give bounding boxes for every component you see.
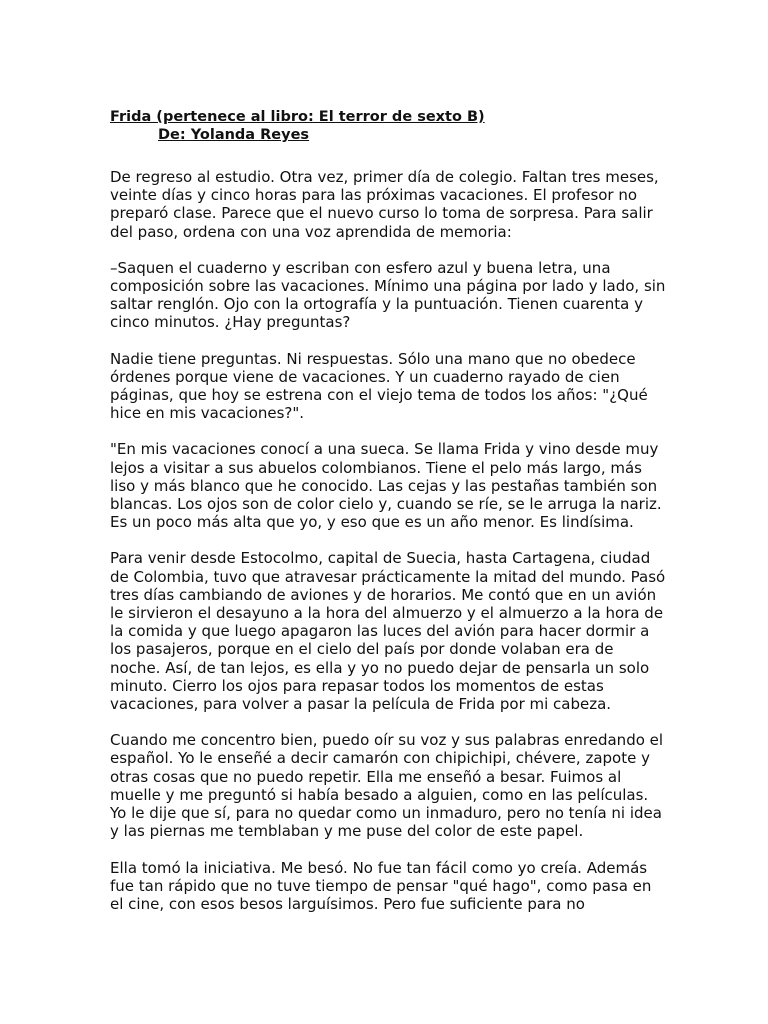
paragraph: De regreso al estudio. Otra vez, primer día de colegio. Faltan tres meses, veinte días y cinco horas para las próximas vacaciones. El profesor no preparó clase. Parece que el nuevo curso lo toma de sorpresa. Para salir del paso, ordena con una voz aprendida de memoria: — [110, 168, 659, 241]
paragraph: –Saquen el cuaderno y escriban con esfero azul y buena letra, una composición sobre las vacaciones. Mínimo una página por lado y lado, sin saltar renglón. Ojo con la ortografía y la puntuación. Tienen cuarenta y cinco minutos. ¿Hay preguntas? — [110, 258, 666, 332]
paragraph: Ella tomó la iniciativa. Me besó. No fue tan fácil como yo creía. Además fue tan rápido que no tuve tiempo de pensar "qué hago", como pasa en el cine, con esos besos larguísimos. Pero fue suficiente para no — [110, 858, 652, 913]
document-title-block — [110, 108, 668, 144]
document-title: Frida (pertenece al libro: El terror de sexto B) — [110, 109, 485, 125]
paragraph: "En mis vacaciones conocí a una sueca. Se llama Frida y vino desde muy lejos a visitar a sus abuelos colombianos. Tiene el pelo más largo, más liso y más blanco que he conocido. Las cejas y las pestañas también son blancas. Los ojos son de color cielo y, cuando se ríe, se le arruga la nariz. Es un poco más alta que yo, y eso que es un año menor. Es lindísima. — [110, 440, 662, 532]
paragraph: Para venir desde Estocolmo, capital de Suecia, hasta Cartagena, ciudad de Colombia, tuvo que atravesar prácticamente la mitad del mundo. Pasó tres días cambiando de aviones y de horarios. Me contó que en un avión le sirvieron el desayuno a la hora del almuerzo y el almuerzo a la hora de la comida y que luego apagaron las luces del avión para hacer dormir a los pasajeros, porque en el cielo del país por donde volaban era de noche. Así, de tan lejos, es ella y yo no puedo dejar de pensarla un solo minuto. Cierro los ojos para repasar todos los momentos de estas vacaciones, para volver a pasar la película de Frida por mi cabeza. — [110, 549, 666, 714]
document-body — [110, 168, 668, 913]
paragraph: Cuando me concentro bien, puedo oír su voz y sus palabras enredando el español. Yo le enseñé a decir camarón con chipichipi, chévere, zapote y otras cosas que no puedo repetir. Ella me enseñó a besar. Fuimos al muelle y me preguntó si había besado a alguien, como en las películas. Yo le dije que sí, para no quedar como un inmaduro, pero no tenía ni idea y las piernas me temblaban y me puse del color de este papel. — [110, 731, 664, 841]
document-author: De: Yolanda Reyes — [158, 127, 310, 143]
paragraph: Nadie tiene preguntas. Ni respuestas. Sólo una mano que no obedece órdenes porque viene de vacaciones. Y un cuaderno rayado de cien páginas, que hoy se estrena con el viejo tema de todos los años: "¿Qué hice en mis vacaciones?". — [110, 349, 648, 423]
